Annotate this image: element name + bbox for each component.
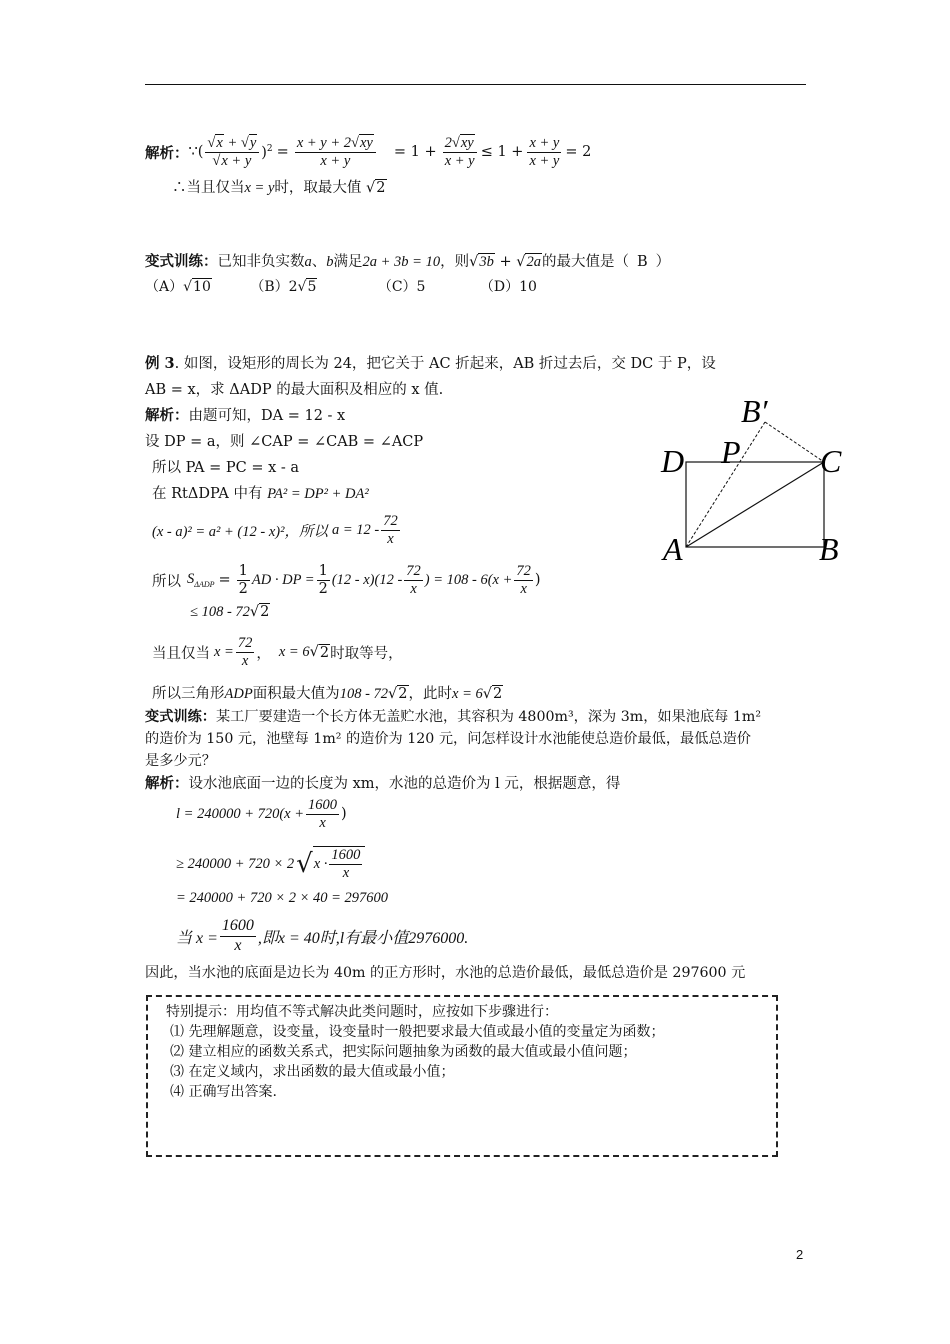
label-b: B xyxy=(819,531,839,567)
option-b: （B）2√5 xyxy=(250,279,317,295)
page-number: 2 xyxy=(796,1247,804,1262)
variant2-solution-intro: 解析：设水池底面一边的长度为 xm，水池的总造价为 l 元，根据题意，得 xyxy=(145,775,621,792)
tip-step-4: ⑷ 正确写出答案. xyxy=(170,1084,277,1100)
tip-title: 特别提示：用均值不等式解决此类问题时，应按如下步骤进行： xyxy=(166,1004,558,1020)
label-c: C xyxy=(820,443,842,479)
special-tip-box xyxy=(146,995,778,1157)
variant2-formula-1: l = 240000 + 720(x + $\frac{1600}{x}$ ) xyxy=(176,796,347,831)
variant2-conclusion: 因此，当水池的底面是边长为 40m 的正方形时，水池的总造价最低，最低总造价是 297600 元 xyxy=(145,965,746,981)
variant2-label: 变式训练： xyxy=(145,709,216,725)
variant2-formula-3: = 240000 + 720 × 2 × 40 = 297600 xyxy=(176,890,389,906)
example3-sol-6: 所以 $S_{\Delta ADP}$ = $\frac{1}{2}$ AD · DP = $\frac{1}{2}$ (12 - x)(12 - $\frac{72}{x}$ ) = 108 - 6(x + $\frac{72}{x}$ ) xyxy=(152,562,541,597)
example3-sol-5: (x - a)² = a² + (12 - x)²，所以 a = 12 - $\frac{72}{x}$ xyxy=(152,512,398,547)
example3-sol-9: 所以三角形ADP面积最大值为108 - 72√2，此时x = 6√2 xyxy=(152,686,503,702)
variant2-line3: 是多少元？ xyxy=(145,753,216,769)
analysis1-formula: 解析： ∵ ( $\frac{√x + √y}{√x + y}$ )$^2$ = $\frac{x + y + 2√xy}{x + y}$ = 1 + $\frac{2√xy}{x + y}$ ≤ 1 + $\frac{x + y}{x + y}$ = 2 xyxy=(145,134,592,169)
label-p: P xyxy=(721,434,741,470)
header-rule xyxy=(145,84,806,85)
variant2-line2: 的造价为 150 元，池壁每 1m² 的造价为 120 元，问怎样设计水池能使总造价最低，最低总造价 xyxy=(145,731,751,747)
analysis1-conclusion: ∴当且仅当x = y时，取最大值 √2 xyxy=(172,180,386,196)
because-symbol: ∵ xyxy=(188,144,198,160)
rectangle-fold-figure xyxy=(655,392,860,572)
example3-sol-4: 在 RtΔDPA 中有 PA² = DP² + DA² xyxy=(152,486,369,502)
option-c: （C）5 xyxy=(377,279,426,295)
example3-line2: AB = x，求 ΔADP 的最大面积及相应的 x 值. xyxy=(145,382,444,398)
example3-sol-7: ≤ 108 - 72√2 xyxy=(190,604,270,620)
example3-line1: 例 3. 如图，设矩形的周长为 24，把它关于 AC 折起来，AB 折过去后，交 DC 于 P，设 xyxy=(145,355,716,372)
option-a: （A）√10 xyxy=(145,279,211,295)
label-a: A xyxy=(663,531,683,567)
variant1-question: 变式训练：已知非负实数a、b满足2a + 3b = 10，则√3b + √2a的最大值是（ B ） xyxy=(145,253,671,270)
variant2-formula-4: 当 x = $\frac{1600}{x}$ ,即x = 40时,l有最小值2976000. xyxy=(176,917,469,954)
analysis1-label: 解析： xyxy=(145,144,189,162)
frac4: $\frac{x + y}{x + y}$ xyxy=(529,134,560,169)
example3-label: 例 3 xyxy=(145,355,175,372)
variant2-formula-2: ≥ 240000 + 720 × 2 √ x · $\frac{1600}{x}$ xyxy=(176,840,365,888)
example3-sol-3: 所以 PA = PC = x - a xyxy=(152,460,300,476)
label-d: D xyxy=(661,443,685,479)
frac3: $\frac{2√xy}{x + y}$ xyxy=(443,135,477,169)
tip-step-1: ⑴ 先理解题意，设变量，设变量时一般把要求最大值或最小值的变量定为函数； xyxy=(170,1024,665,1040)
diagonal-ac xyxy=(686,462,824,547)
variant1-options xyxy=(145,276,537,296)
fold-line-b-prime-c xyxy=(765,422,824,462)
option-d: （D）10 xyxy=(479,279,537,295)
frac1: $\frac{√x + √y}{√x + y}$ xyxy=(205,135,259,169)
variant1-label: 变式训练： xyxy=(145,253,218,270)
example3-sol-8: 当且仅当 x = $\frac{72}{x}$ ， x = 6 √ 2 时取等号， xyxy=(152,634,403,669)
example3-sol-1: 解析：由题可知，DA = 12 - x xyxy=(145,407,346,424)
variant1-answer: B xyxy=(636,254,648,270)
tip-step-3: ⑶ 在定义域内，求出函数的最大值或最小值； xyxy=(170,1064,455,1080)
example3-sol-2: 设 DP = a，则 ∠CAP = ∠CAB = ∠ACP xyxy=(145,434,424,450)
variant2-line1: 变式训练：某工厂要建造一个长方体无盖贮水池，其容积为 4800m³，深为 3m，如果池底每 1m² xyxy=(145,709,762,725)
tip-step-2: ⑵ 建立相应的函数关系式，把实际问题抽象为函数的最大值或最小值问题； xyxy=(170,1044,637,1060)
frac2: $\frac{x + y + 2√xy}{x + y}$ xyxy=(295,135,376,169)
label-b-prime: B′ xyxy=(741,393,768,429)
